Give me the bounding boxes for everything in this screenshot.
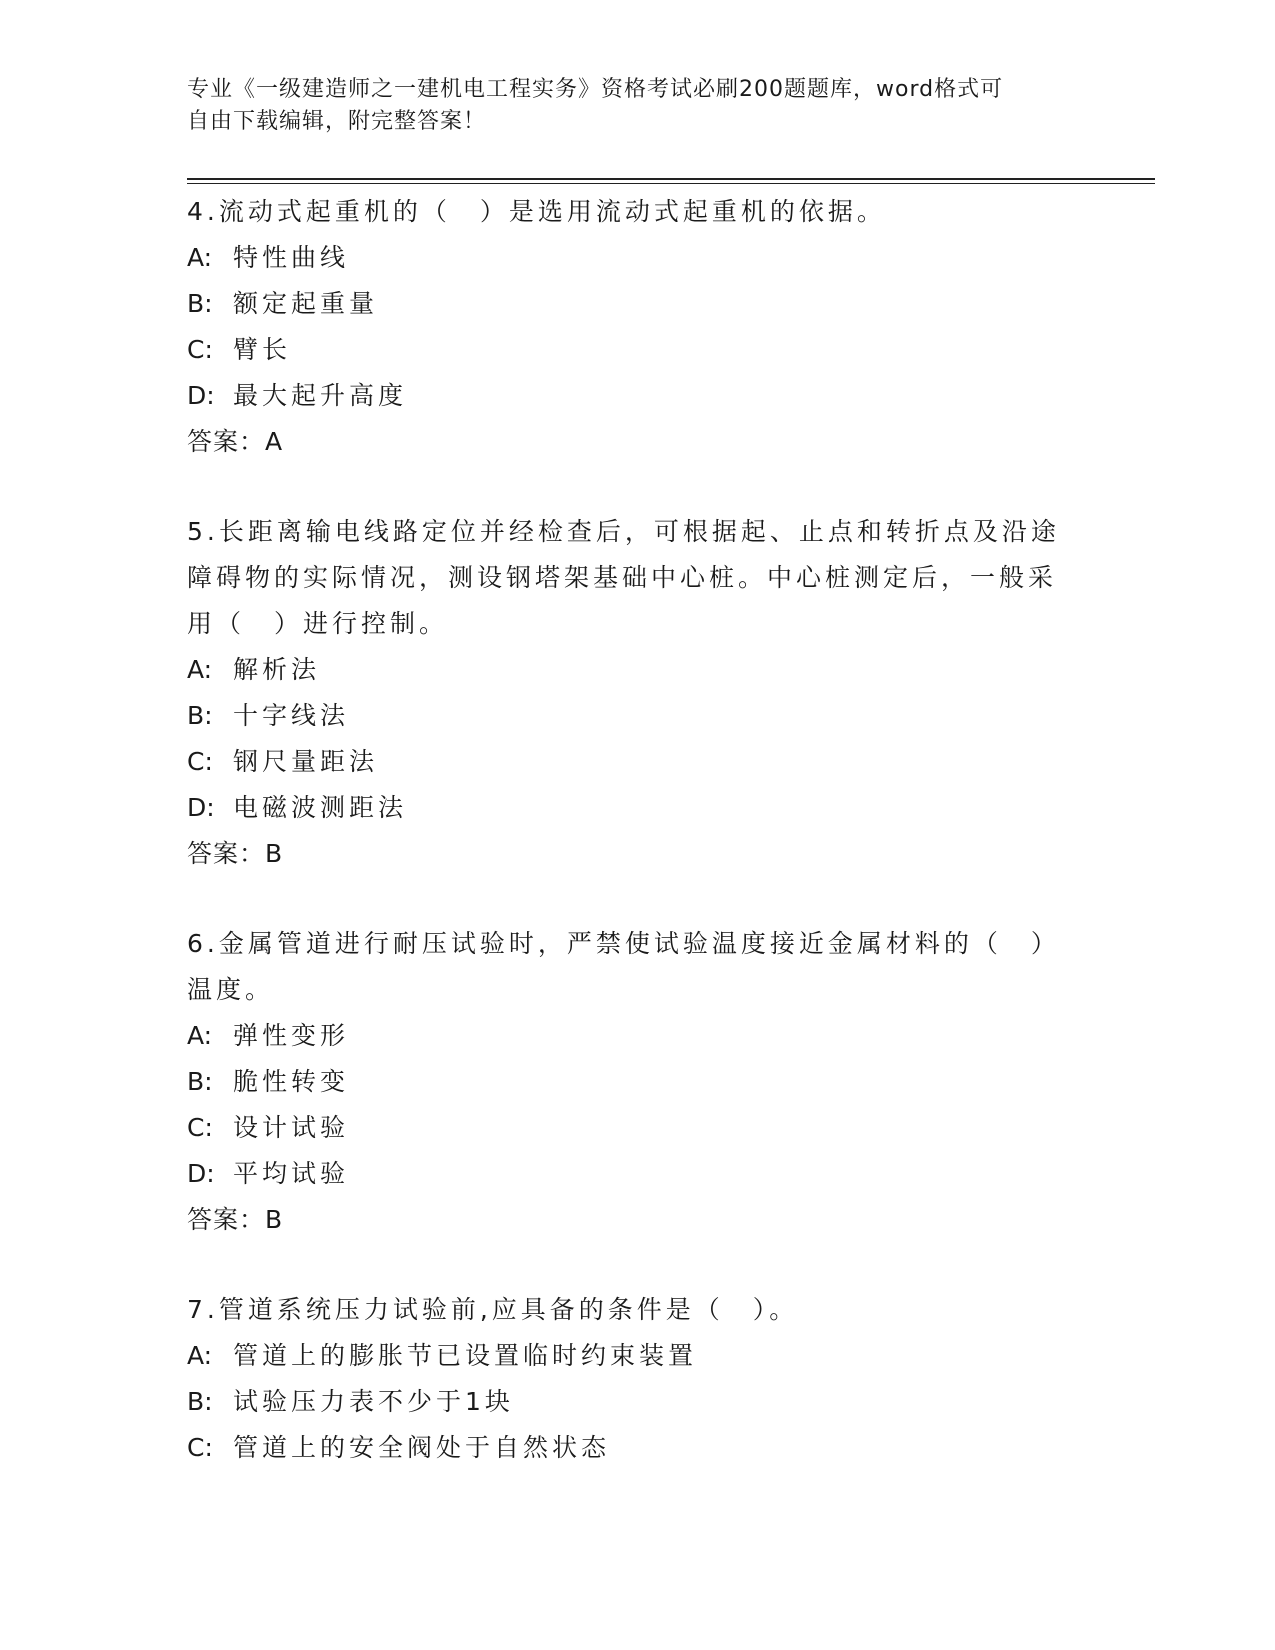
option-letter: C: (187, 1433, 213, 1462)
option-letter: C: (187, 1113, 213, 1142)
answer-option (187, 1425, 1087, 1471)
option-letter: D: (187, 381, 215, 410)
question-stem: 障碍物的实际情况，测设钢塔架基础中心桩。中心桩测定后，一般采 (187, 563, 1058, 592)
answer-option (187, 1333, 1087, 1379)
option-letter: A: (187, 1021, 213, 1050)
answer-option (187, 647, 1087, 693)
answer-option (187, 1379, 1087, 1425)
option-letter: B: (187, 1387, 213, 1416)
option-text: 解析法 (233, 655, 321, 684)
answer-option (187, 1059, 1087, 1105)
answer-key: 答案：B (187, 839, 284, 868)
option-text: 钢尺量距法 (233, 747, 379, 776)
question-list (187, 189, 1087, 1515)
option-text: 臂长 (233, 335, 292, 364)
option-text: 平均试验 (233, 1159, 350, 1188)
option-text: 管道上的安全阀处于自然状态 (233, 1433, 611, 1462)
answer-key: 答案：B (187, 1205, 284, 1234)
document-header (187, 74, 1067, 138)
option-letter: C: (187, 335, 213, 364)
question-stem: 6.金属管道进行耐压试验时，严禁使试验温度接近金属材料的（ ） (187, 929, 1060, 958)
option-text: 十字线法 (233, 701, 350, 730)
option-text: 试验压力表不少于1块 (233, 1387, 514, 1416)
question-block (187, 189, 1087, 465)
header-divider (187, 178, 1155, 180)
answer-option (187, 281, 1087, 327)
header-line: 专业《一级建造师之一建机电工程实务》资格考试必刷200题题库，word格式可 (187, 77, 1004, 102)
option-letter: B: (187, 701, 213, 730)
question-stem: 用（ ）进行控制。 (187, 609, 449, 638)
answer-option (187, 235, 1087, 281)
question-block (187, 921, 1087, 1243)
question-stem: 4.流动式起重机的（ ）是选用流动式起重机的依据。 (187, 197, 886, 226)
option-text: 脆性转变 (233, 1067, 350, 1096)
answer-key: 答案：A (187, 427, 284, 456)
option-letter: A: (187, 655, 213, 684)
answer-option (187, 785, 1087, 831)
option-letter: B: (187, 1067, 213, 1096)
question-stem: 温度。 (187, 975, 275, 1004)
option-text: 特性曲线 (233, 243, 350, 272)
answer-option (187, 327, 1087, 373)
answer-option (187, 693, 1087, 739)
option-text: 弹性变形 (233, 1021, 350, 1050)
option-letter: D: (187, 793, 215, 822)
option-text: 管道上的膨胀节已设置临时约束装置 (233, 1341, 698, 1370)
option-letter: A: (187, 243, 213, 272)
question-stem: 7.管道系统压力试验前,应具备的条件是（ ）。 (187, 1295, 799, 1324)
question-block (187, 509, 1087, 877)
answer-option (187, 739, 1087, 785)
option-letter: B: (187, 289, 213, 318)
header-line: 自由下载编辑，附完整答案！ (187, 109, 487, 134)
option-text: 额定起重量 (233, 289, 379, 318)
option-letter: A: (187, 1341, 213, 1370)
answer-option (187, 1013, 1087, 1059)
answer-option (187, 1105, 1087, 1151)
question-stem: 5.长距离输电线路定位并经检查后，可根据起、止点和转折点及沿途 (187, 517, 1060, 546)
option-text: 电磁波测距法 (233, 793, 408, 822)
header-divider-thin (187, 183, 1155, 184)
question-block (187, 1287, 1087, 1471)
option-text: 设计试验 (233, 1113, 350, 1142)
option-letter: D: (187, 1159, 215, 1188)
answer-option (187, 373, 1087, 419)
option-letter: C: (187, 747, 213, 776)
option-text: 最大起升高度 (233, 381, 408, 410)
answer-option (187, 1151, 1087, 1197)
